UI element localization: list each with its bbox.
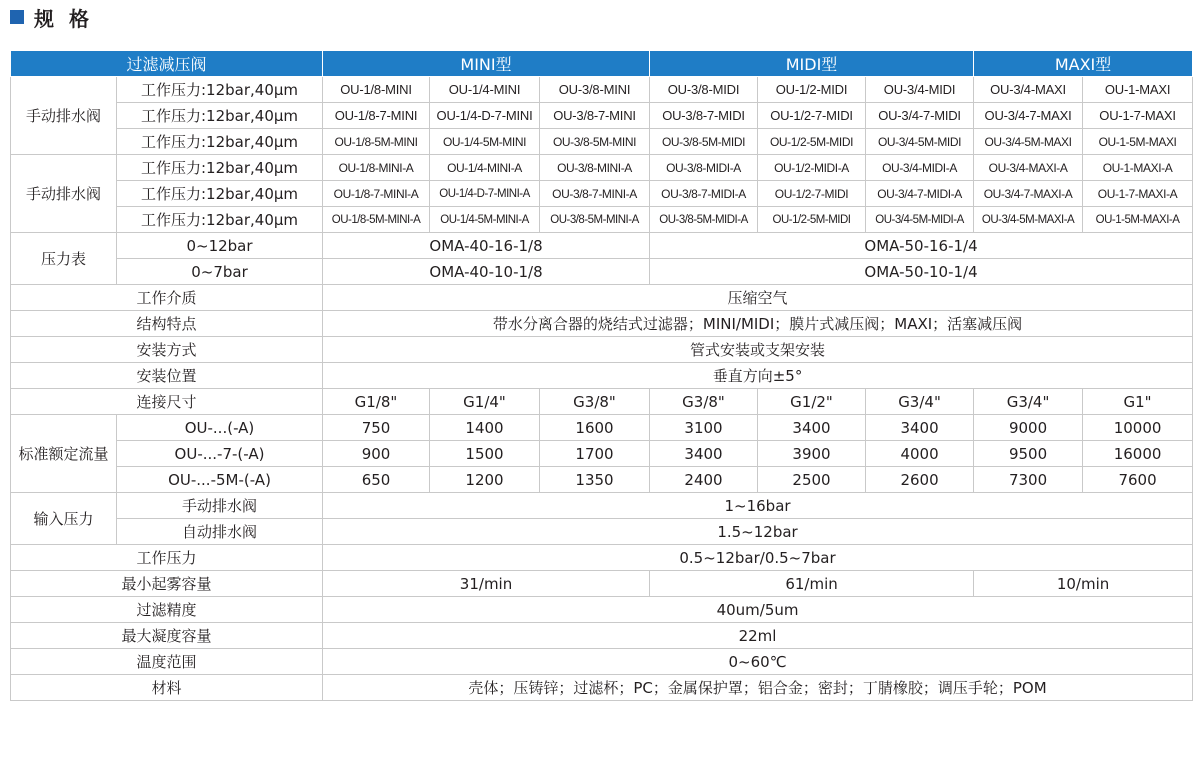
page-title: 规 格 <box>34 6 93 31</box>
table-row <box>11 181 1193 207</box>
model-cell: OU-3/8-7-MIDI-A <box>650 181 758 207</box>
structure-value: 带水分离合器的烧结式过滤器；MINI/MIDI；膜片式减压阀；MAXI；活塞减压阀 <box>323 311 1193 337</box>
flow-cell: 1600 <box>540 415 650 441</box>
flow-cell: 10000 <box>1083 415 1193 441</box>
model-cell: OU-1/8-5M-MINI-A <box>323 207 430 233</box>
model-cell: OU-1-5M-MAXI <box>1083 129 1193 155</box>
model-cell: OU-3/8-5M-MIDI-A <box>650 207 758 233</box>
flow-cell: 900 <box>323 441 430 467</box>
model-cell: OU-1/2-5M-MIDI <box>758 207 866 233</box>
flow-cell: 3100 <box>650 415 758 441</box>
model-cell: OU-1-MAXI <box>1083 77 1193 103</box>
position-value: 垂直方向±5° <box>323 363 1193 389</box>
table-row <box>11 493 1193 519</box>
model-cell: OU-1/2-7-MIDI <box>758 181 866 207</box>
gauge-midi-maxi: OMA-50-16-1/4 <box>650 233 1193 259</box>
mounting-value: 管式安装或支架安装 <box>323 337 1193 363</box>
input-pressure-value: 1~16bar <box>323 493 1193 519</box>
material-value: 壳体；压铸锌；过滤杯；PC；金属保护罩；铝合金；密封；丁腈橡胶；调压手轮；POM <box>323 675 1193 701</box>
model-cell: OU-3/4-MIDI-A <box>866 155 974 181</box>
model-cell: OU-1/4-D-7-MINI <box>430 103 540 129</box>
table-row <box>11 103 1193 129</box>
flow-type: OU-...-7-(-A) <box>117 441 323 467</box>
flow-cell: 1350 <box>540 467 650 493</box>
condition-cell: 工作压力:12bar,40μm <box>117 77 323 103</box>
table-row <box>11 311 1193 337</box>
temperature-label: 温度范围 <box>11 649 323 675</box>
structure-label: 结构特点 <box>11 311 323 337</box>
model-cell: OU-1/8-7-MINI <box>323 103 430 129</box>
input-pressure-type: 手动排水阀 <box>117 493 323 519</box>
model-cell: OU-3/4-7-MIDI <box>866 103 974 129</box>
position-label: 安装位置 <box>11 363 323 389</box>
model-cell: OU-1/2-7-MIDI <box>758 103 866 129</box>
model-cell: OU-3/8-MINI <box>540 77 650 103</box>
condition-cell: 工作压力:12bar,40μm <box>117 207 323 233</box>
precision-value: 40um/5um <box>323 597 1193 623</box>
flow-cell: 2400 <box>650 467 758 493</box>
model-cell: OU-3/4-MAXI <box>974 77 1083 103</box>
table-row <box>11 597 1193 623</box>
flow-cell: 3400 <box>866 415 974 441</box>
header-mini: MINI型 <box>323 51 650 77</box>
mist-maxi: 10/min <box>974 571 1193 597</box>
model-cell: OU-1/4-5M-MINI-A <box>430 207 540 233</box>
mist-midi: 61/min <box>650 571 974 597</box>
model-cell: OU-3/8-7-MIDI <box>650 103 758 129</box>
flow-cell: 1200 <box>430 467 540 493</box>
input-pressure-label: 输入压力 <box>11 493 117 545</box>
table-row <box>11 441 1193 467</box>
input-pressure-type: 自动排水阀 <box>117 519 323 545</box>
working-pressure-label: 工作压力 <box>11 545 323 571</box>
header-midi: MIDI型 <box>650 51 974 77</box>
model-cell: OU-1/2-MIDI <box>758 77 866 103</box>
model-cell: OU-3/8-7-MINI-A <box>540 181 650 207</box>
medium-label: 工作介质 <box>11 285 323 311</box>
model-cell: OU-3/4-5M-MAXI <box>974 129 1083 155</box>
gauge-mini: OMA-40-10-1/8 <box>323 259 650 285</box>
flow-cell: 3400 <box>650 441 758 467</box>
model-cell: OU-1/4-MINI-A <box>430 155 540 181</box>
connection-cell: G1/4" <box>430 389 540 415</box>
table-row <box>11 623 1193 649</box>
table-row <box>11 337 1193 363</box>
table-header-row <box>11 51 1193 77</box>
flow-cell: 2600 <box>866 467 974 493</box>
model-cell: OU-3/4-5M-MIDI-A <box>866 207 974 233</box>
connection-cell: G1" <box>1083 389 1193 415</box>
flow-cell: 16000 <box>1083 441 1193 467</box>
connection-cell: G3/4" <box>866 389 974 415</box>
table-row <box>11 571 1193 597</box>
model-cell: OU-3/8-MIDI <box>650 77 758 103</box>
model-cell: OU-3/8-7-MINI <box>540 103 650 129</box>
flow-cell: 9500 <box>974 441 1083 467</box>
mist-label: 最小起雾容量 <box>11 571 323 597</box>
mounting-label: 安装方式 <box>11 337 323 363</box>
manual-drain-label: 手动排水阀 <box>11 77 117 155</box>
table-row <box>11 389 1193 415</box>
flow-cell: 9000 <box>974 415 1083 441</box>
flow-cell: 3400 <box>758 415 866 441</box>
connection-cell: G1/8" <box>323 389 430 415</box>
model-cell: OU-1/8-7-MINI-A <box>323 181 430 207</box>
model-cell: OU-3/4-MIDI <box>866 77 974 103</box>
model-cell: OU-3/4-5M-MAXI-A <box>974 207 1083 233</box>
mist-mini: 31/min <box>323 571 650 597</box>
condensate-value: 22ml <box>323 623 1193 649</box>
table-row <box>11 467 1193 493</box>
model-cell: OU-3/8-MIDI-A <box>650 155 758 181</box>
flow-cell: 4000 <box>866 441 974 467</box>
working-pressure-value: 0.5~12bar/0.5~7bar <box>323 545 1193 571</box>
gauge-range: 0~7bar <box>117 259 323 285</box>
table-row <box>11 415 1193 441</box>
model-cell: OU-3/4-7-MIDI-A <box>866 181 974 207</box>
table-row <box>11 259 1193 285</box>
model-cell: OU-3/8-5M-MINI-A <box>540 207 650 233</box>
table-row <box>11 675 1193 701</box>
model-cell: OU-3/4-7-MAXI-A <box>974 181 1083 207</box>
table-row <box>11 285 1193 311</box>
auto-drain-label: 手动排水阀 <box>11 155 117 233</box>
flow-cell: 650 <box>323 467 430 493</box>
table-row <box>11 363 1193 389</box>
model-cell: OU-1-7-MAXI <box>1083 103 1193 129</box>
model-cell: OU-1/4-MINI <box>430 77 540 103</box>
flow-type: OU-...-5M-(-A) <box>117 467 323 493</box>
precision-label: 过滤精度 <box>11 597 323 623</box>
header-maxi: MAXI型 <box>974 51 1193 77</box>
model-cell: OU-3/8-5M-MINI <box>540 129 650 155</box>
model-cell: OU-1/2-MIDI-A <box>758 155 866 181</box>
model-cell: OU-1-5M-MAXI-A <box>1083 207 1193 233</box>
medium-value: 压缩空气 <box>323 285 1193 311</box>
table-row <box>11 233 1193 259</box>
flow-cell: 2500 <box>758 467 866 493</box>
gauge-range: 0~12bar <box>117 233 323 259</box>
table-row <box>11 129 1193 155</box>
connection-label: 连接尺寸 <box>11 389 323 415</box>
model-cell: OU-3/4-MAXI-A <box>974 155 1083 181</box>
model-cell: OU-3/8-MINI-A <box>540 155 650 181</box>
model-cell: OU-1-MAXI-A <box>1083 155 1193 181</box>
model-cell: OU-3/4-5M-MIDI <box>866 129 974 155</box>
flow-label: 标准额定流量 <box>11 415 117 493</box>
flow-cell: 1500 <box>430 441 540 467</box>
table-row <box>11 207 1193 233</box>
model-cell: OU-1/8-5M-MINI <box>323 129 430 155</box>
model-cell: OU-1/4-5M-MINI <box>430 129 540 155</box>
input-pressure-value: 1.5~12bar <box>323 519 1193 545</box>
condition-cell: 工作压力:12bar,40μm <box>117 103 323 129</box>
model-cell: OU-1/8-MINI <box>323 77 430 103</box>
model-cell: OU-3/8-5M-MIDI <box>650 129 758 155</box>
model-cell: OU-3/4-7-MAXI <box>974 103 1083 129</box>
flow-cell: 1700 <box>540 441 650 467</box>
table-row <box>11 519 1193 545</box>
flow-cell: 3900 <box>758 441 866 467</box>
connection-cell: G1/2" <box>758 389 866 415</box>
heading-square-icon <box>10 10 24 24</box>
flow-cell: 7300 <box>974 467 1083 493</box>
connection-cell: G3/8" <box>650 389 758 415</box>
page-heading <box>10 4 93 30</box>
flow-cell: 750 <box>323 415 430 441</box>
gauge-label: 压力表 <box>11 233 117 285</box>
gauge-midi-maxi: OMA-50-10-1/4 <box>650 259 1193 285</box>
condition-cell: 工作压力:12bar,40μm <box>117 129 323 155</box>
connection-cell: G3/8" <box>540 389 650 415</box>
temperature-value: 0~60℃ <box>323 649 1193 675</box>
spec-table <box>10 50 1193 701</box>
flow-cell: 1400 <box>430 415 540 441</box>
model-cell: OU-1/4-D-7-MINI-A <box>430 181 540 207</box>
material-label: 材料 <box>11 675 323 701</box>
flow-cell: 7600 <box>1083 467 1193 493</box>
model-cell: OU-1/8-MINI-A <box>323 155 430 181</box>
model-cell: OU-1/2-5M-MIDI <box>758 129 866 155</box>
model-cell: OU-1-7-MAXI-A <box>1083 181 1193 207</box>
table-row <box>11 155 1193 181</box>
table-row <box>11 77 1193 103</box>
header-product: 过滤减压阀 <box>11 51 323 77</box>
condition-cell: 工作压力:12bar,40μm <box>117 155 323 181</box>
condition-cell: 工作压力:12bar,40μm <box>117 181 323 207</box>
table-row <box>11 649 1193 675</box>
flow-type: OU-...(-A) <box>117 415 323 441</box>
condensate-label: 最大凝度容量 <box>11 623 323 649</box>
connection-cell: G3/4" <box>974 389 1083 415</box>
table-row <box>11 545 1193 571</box>
gauge-mini: OMA-40-16-1/8 <box>323 233 650 259</box>
